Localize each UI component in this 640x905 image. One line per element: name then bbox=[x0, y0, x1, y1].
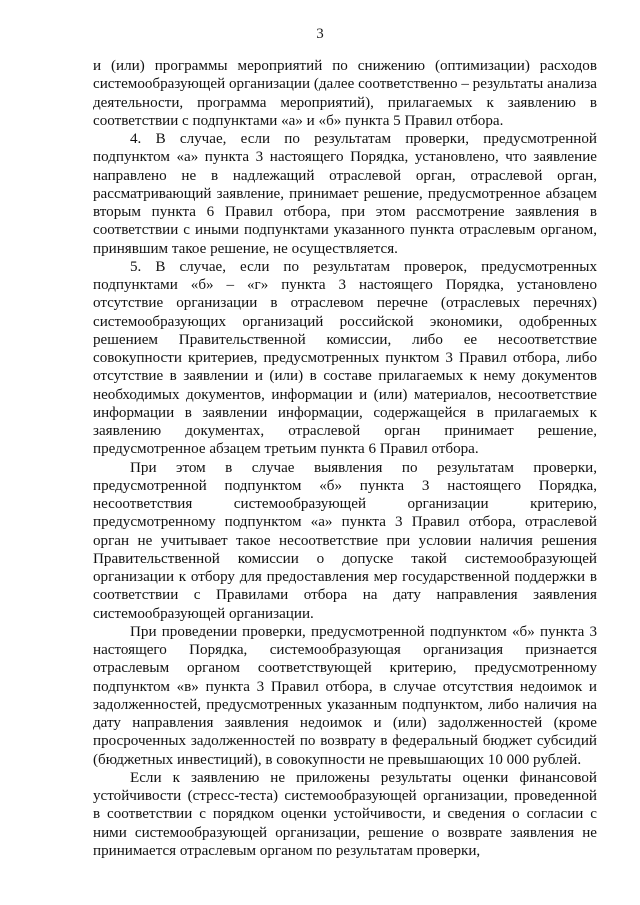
paragraph-continuation: и (или) программы мероприятий по снижению (оптимизации) расходов системообразующей организации (далее соответственно – результаты анализа деятельности, программа мероприятий), прилагаемых к заявлению в соответствии с подпунктами «а» и «б» пункта 5 Правил отбора. bbox=[93, 58, 597, 129]
paragraph-item-4: 4. В случае, если по результатам проверки, предусмотренной подпунктом «а» пункта 3 настоящего Порядка, установлено, что заявление направлено не в надлежащий отраслевой орган, отраслевой орган, рассматривающий заявление, принимает решение, предусмотренное абзацем вторым пункта 6 Правил отбора, при этом рассмотрение заявления в соответствии с иными подпунктами указанного пункта отраслевым органом, принявшим такое решение, не осуществляется. bbox=[93, 131, 597, 257]
page-number: 3 bbox=[316, 26, 324, 42]
paragraph-check-criteria: При проведении проверки, предусмотренной подпунктом «б» пункта 3 настоящего Порядка, системообразующая организация признается отраслевым органом соответствующей критерию, предусмотренному подпунктом «в» пункта 3 Правил отбора, в случае отсутствия недоимок и задолженностей, предусмотренных указанным подпунктом, либо наличия на дату направления заявления недоимок и (или) задолженностей (кроме просроченных задолженностей по возврату в федеральный бюджет субсидий (бюджетных инвестиций), в совокупности не превышающих 10 000 рублей. bbox=[93, 623, 597, 768]
paragraph-item-5: 5. В случае, если по результатам проверок, предусмотренных подпунктами «б» – «г» пункта 3 настоящего Порядка, установлено отсутствие организации в отраслевом перечне (отраслевых перечнях) системообразующих организаций российской экономики, одобренных решением Правительственной комиссии, либо ее несоответствие совокупности критериев, предусмотренных пунктом 3 Правил отбора, либо отсутствие в заявлении и (или) в составе прилагаемых к нему документов необходимых документов, информации и (или) материалов, несоответствие информации в заявлении информации, содержащейся в прилагаемых к заявлению документах, отраслевой орган принимает решение, предусмотренное абзацем третьим пункта 6 Правил отбора. bbox=[93, 258, 597, 458]
paragraph-exception: При этом в случае выявления по результатам проверки, предусмотренной подпунктом «б» пункта 3 настоящего Порядка, несоответствия системообразующей организации критерию, предусмотренному подпунктом «а» пункта 3 Правил отбора, отраслевой орган не учитывает такое несоответствие при условии наличия решения Правительственной комиссии о допуске такой системообразующей организации к отбору для предоставления мер государственной поддержки в соответствии с Правилами отбора на дату направления заявления системообразующей организации. bbox=[93, 459, 597, 622]
document-body bbox=[93, 57, 597, 860]
paragraph-stress-test: Если к заявлению не приложены результаты оценки финансовой устойчивости (стресс-теста) системообразующей организации, проведенной в соответствии с порядком оценки устойчивости, и сведения о согласии с ними системообразующей организации, решение о возврате заявления не принимается отраслевым органом по результатам проверки, bbox=[93, 769, 597, 859]
